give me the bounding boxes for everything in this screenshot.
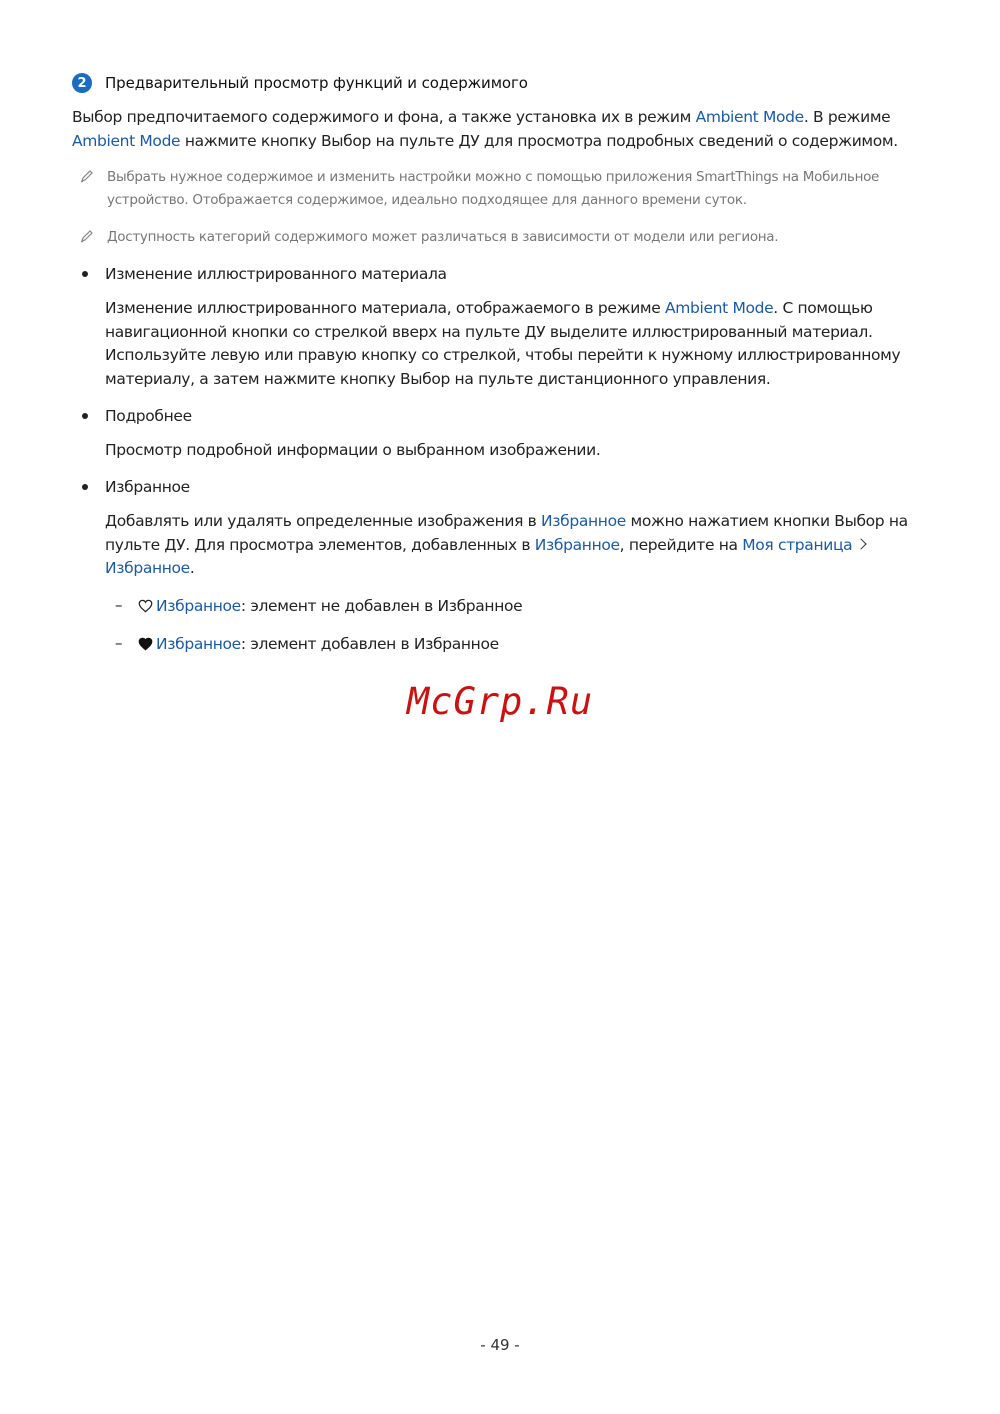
item-title-favorites: Избранное: [105, 478, 190, 496]
desc-text: материалу, а затем нажмите кнопку Выбор на пульте дистанционного управления.: [105, 369, 771, 388]
item-desc-favorites: [105, 510, 908, 581]
sub-text: : элемент добавлен в Избранное: [240, 635, 499, 653]
note-smartthings: [107, 166, 879, 212]
item-title-details: Подробнее: [105, 407, 192, 425]
sub-text: : элемент не добавлен в Избранное: [240, 597, 523, 615]
favorites-link: Избранное: [105, 559, 190, 577]
desc-text: , перейдите на: [619, 535, 743, 554]
desc-text: . С помощью: [773, 299, 873, 317]
desc-text: Изменение иллюстрированного материала, отображаемого в режиме: [105, 299, 666, 317]
item-title-change-art: Изменение иллюстрированного материала: [105, 265, 447, 283]
intro-text: нажмите кнопку Выбор на пульте ДУ для просмотра подробных сведений о содержимом.: [180, 131, 898, 150]
ambient-mode-link: Ambient Mode: [665, 299, 774, 317]
favorites-link: Избранное: [534, 535, 620, 554]
note-line: Доступность категорий содержимого может различаться в зависимости от модели или региона.: [107, 229, 779, 245]
heart-outline-icon: [138, 599, 153, 613]
item-desc-details: Просмотр подробной информации о выбранном изображении.: [105, 441, 601, 459]
section-title: Предварительный просмотр функций и содержимого: [105, 74, 528, 92]
favorites-link: Избранное: [156, 597, 241, 615]
sub-dash: –: [115, 596, 123, 614]
chevron-right-icon: [856, 538, 867, 549]
desc-text: Добавлять или удалять определенные изображения в: [105, 512, 542, 530]
desc-text: можно нажатием кнопки Выбор на: [625, 512, 908, 530]
intro-text: . В режиме: [803, 108, 891, 126]
watermark: McGrp.Ru: [406, 680, 594, 723]
my-page-link: Моя страница: [742, 535, 853, 554]
bullet-dot: [82, 271, 88, 277]
section-number-badge: 2: [72, 73, 92, 93]
desc-text: Используйте левую или правую кнопку со стрелкой, чтобы перейти к нужному иллюстрированному: [105, 346, 901, 364]
pencil-icon: [79, 228, 95, 244]
ambient-mode-link: Ambient Mode: [72, 131, 181, 150]
sub-item-not-added: [156, 595, 522, 619]
sub-dash: –: [115, 634, 123, 652]
note-line: Выбрать нужное содержимое и изменить настройки можно с помощью приложения SmartThings на Мобильное: [107, 169, 880, 185]
heart-filled-icon: [138, 637, 153, 651]
pencil-icon: [79, 168, 95, 184]
item-desc-change-art: [105, 297, 900, 391]
bullet-dot: [82, 413, 88, 419]
desc-text: навигационной кнопки со стрелкой вверх на пульте ДУ выделите иллюстрированный материал.: [105, 322, 873, 341]
favorites-link: Избранное: [541, 512, 626, 530]
page-number: - 49 -: [480, 1336, 520, 1354]
favorites-link: Избранное: [156, 635, 241, 653]
intro-paragraph: [72, 106, 898, 153]
bullet-dot: [82, 484, 88, 490]
sub-item-added: [156, 633, 499, 657]
intro-text: Выбор предпочитаемого содержимого и фона, а также установка их в режим: [72, 108, 696, 126]
desc-text: пульте ДУ. Для просмотра элементов, добавленных в: [105, 535, 535, 554]
note-line: устройство. Отображается содержимое, идеально подходящее для данного времени суток.: [107, 192, 747, 208]
desc-text: .: [189, 559, 195, 577]
note-availability: [107, 226, 778, 249]
ambient-mode-link: Ambient Mode: [695, 108, 804, 126]
